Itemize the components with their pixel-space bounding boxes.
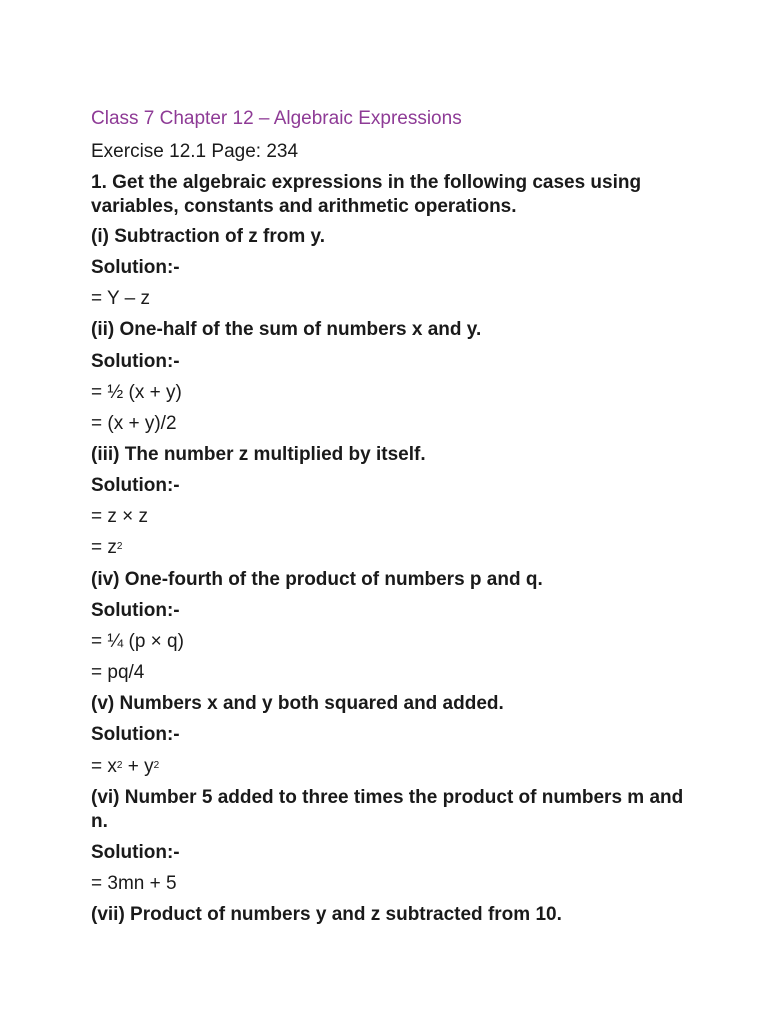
exercise-heading: Exercise 12.1 Page: 234 [91,141,299,162]
part-v-exponent-y: 2 [153,760,160,771]
part-v-solution-label: Solution:- [91,724,180,745]
part-v-label: (v) Numbers x and y both squared and added. [91,693,504,714]
part-iii-label: (iii) The number z multiplied by itself. [91,444,426,465]
question-1-prompt: 1. Get the algebraic expressions in the following cases using variables, constants and arithmetic operations. [91,172,642,217]
part-iv-label: (iv) One-fourth of the product of numbers p and q. [91,569,543,590]
part-vii-label: (vii) Product of numbers y and z subtracted from 10. [91,904,562,925]
part-vi-solution-label: Solution:- [91,842,180,863]
part-ii-answer-line-2: = (x + y)/2 [91,413,177,434]
part-v-answer-y: + y [122,756,154,777]
part-iii-answer-line-2 [91,536,122,560]
part-ii-label: (ii) One-half of the sum of numbers x and y. [91,319,482,340]
part-iv-answer-line-1: = ¼ (p × q) [91,631,184,652]
part-iii-answer-base: = z [91,537,117,558]
part-v-exponent-x: 2 [116,760,123,771]
part-i-answer-line-1: = Y – z [91,288,150,309]
part-v-answer-x: = x [91,756,117,777]
part-vi-label: (vi) Number 5 added to three times the product of numbers m and n. [91,787,684,832]
part-i-label: (i) Subtraction of z from y. [91,226,325,247]
part-vi-answer-line-1: = 3mn + 5 [91,873,177,894]
part-iii-solution-label: Solution:- [91,475,180,496]
part-iii-exponent: 2 [116,541,123,552]
part-iii-answer-line-1: = z × z [91,506,149,527]
part-ii-answer-line-1: = ½ (x + y) [91,382,182,403]
part-v-answer-line-1 [91,755,159,779]
part-ii-solution-label: Solution:- [91,351,180,372]
part-i-solution-label: Solution:- [91,257,180,278]
chapter-title: Class 7 Chapter 12 – Algebraic Expressions [91,108,462,129]
part-iv-solution-label: Solution:- [91,600,180,621]
part-iv-answer-line-2: = pq/4 [91,662,145,683]
